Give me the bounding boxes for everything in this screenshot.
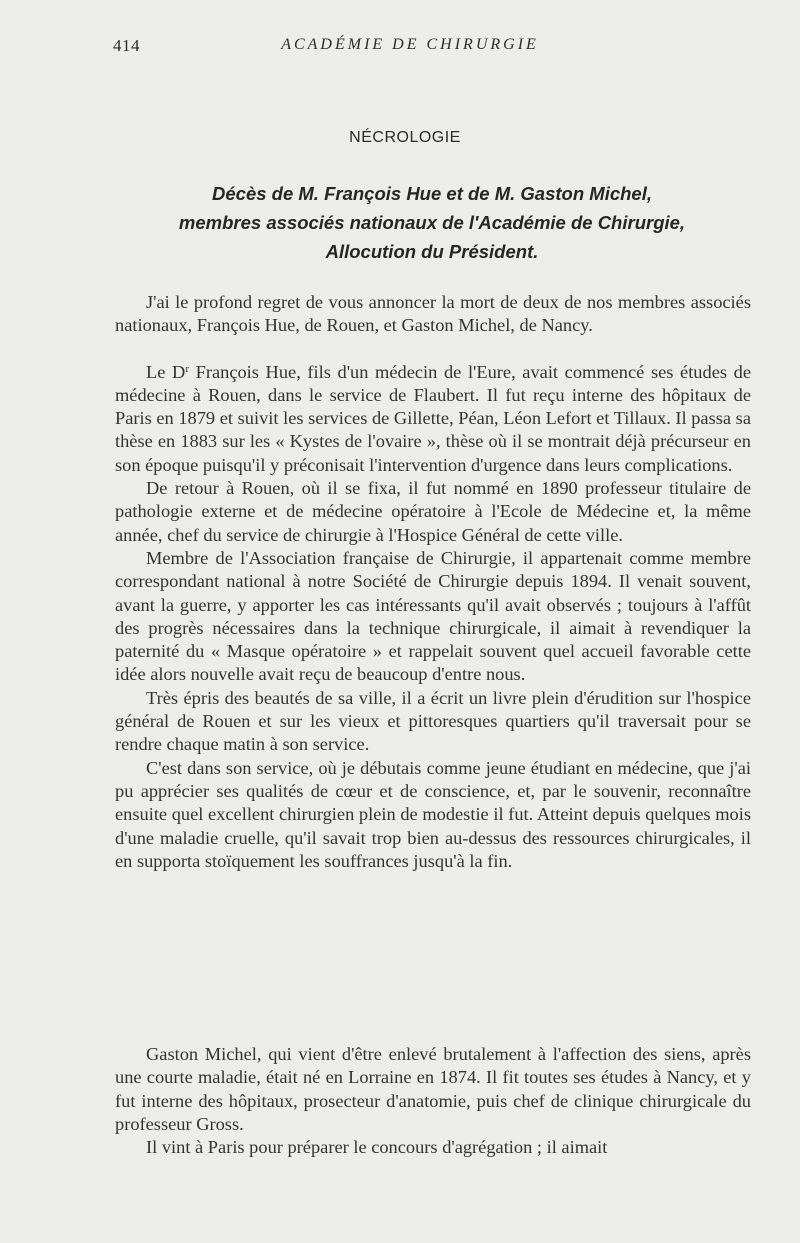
body-section-michel bbox=[115, 1043, 751, 1159]
page-number: 414 bbox=[113, 36, 140, 55]
paragraph-intro: J'ai le profond regret de vous annoncer la mort de deux de nos membres associés nationaux, François Hue, de Rouen, et Gaston Michel, de Nancy. bbox=[115, 292, 751, 336]
article-title-line-3: Allocution du Président. bbox=[325, 241, 539, 262]
paragraph-hue-association: Membre de l'Association française de Chirurgie, il appartenait comme membre correspondant national à notre Société de Chirurgie depuis 1894. Il venait souvent, avant la guerre, y apporter les cas intéressants qu'il avait observés ; toujours à l'affût des progrès nécessaires dans la technique chirurgicale, il aimait à revendiquer la paternité du « Masque opératoire » et rappelait souvent quel accueil favorable cette idée alors nouvelle avait reçu de beaucoup d'entre nous. bbox=[115, 547, 751, 685]
paragraph-hue-rouen: De retour à Rouen, où il se fixa, il fut nommé en 1890 professeur titulaire de pathologie externe et de médecine opératoire à l'Ecole de Médecine et, la même année, chef du service de chirurgie à l'Hospice Général de cette ville. bbox=[115, 478, 751, 545]
paragraph-hue-career-text: François Hue, fils d'un médecin de l'Eure, avait commencé ses études de médecine à Rouen, dans le service de Flaubert. Il fut reçu interne des hôpitaux de Paris en 1879 et suivit les services de Gillette, Péan, Léon Lefort et Tillaux. Il passa sa thèse en 1883 sur les « Kystes de l'ovaire », thèse où il se montrait déjà précurseur en son époque puisqu'il y préconisait l'intervention d'urgence dans leurs complications. bbox=[115, 361, 751, 475]
doctor-abbrev-sup: r bbox=[185, 362, 189, 375]
paragraph-hue-career bbox=[115, 361, 751, 477]
doctor-abbrev: Le D bbox=[146, 361, 186, 382]
article-title bbox=[114, 179, 750, 266]
section-title: NÉCROLOGIE bbox=[349, 129, 461, 146]
paragraph-hue-tribute: C'est dans son service, où je débutais comme jeune étudiant en médecine, que j'ai pu apprécier ses qualités de cœur et de conscience, et, par le souvenir, reconnaître ensuite quel excellent chirurgien plein de modestie il fut. Atteint depuis quelques mois d'une maladie cruelle, qu'il savait trop bien au-dessus des ressources chirurgicales, il en supporta stoïquement les souffrances jusqu'à la fin. bbox=[115, 757, 751, 871]
article-title-line-1: Décès de M. François Hue et de M. Gaston Michel, bbox=[212, 183, 652, 204]
paragraph-hue-book: Très épris des beautés de sa ville, il a écrit un livre plein d'érudition sur l'hospice général de Rouen et sur les vieux et pittoresques quartiers qu'il traversait pour se rendre chaque matin à son service. bbox=[115, 687, 751, 755]
running-head: ACADÉMIE DE CHIRURGIE bbox=[281, 36, 539, 53]
article-title-line-2: membres associés nationaux de l'Académie de Chirurgie, bbox=[178, 212, 686, 233]
paragraph-michel-paris: Il vint à Paris pour préparer le concours d'agrégation ; il aimait bbox=[146, 1137, 608, 1158]
paragraph-michel-bio: Gaston Michel, qui vient d'être enlevé brutalement à l'affection des siens, après une courte maladie, était né en Lorraine en 1874. Il fit toutes ses études à Nancy, et y fut interne des hôpitaux, prosecteur d'anatomie, puis chef de clinique chirurgicale du professeur Gross. bbox=[115, 1044, 751, 1134]
body-section-hue bbox=[115, 291, 751, 873]
